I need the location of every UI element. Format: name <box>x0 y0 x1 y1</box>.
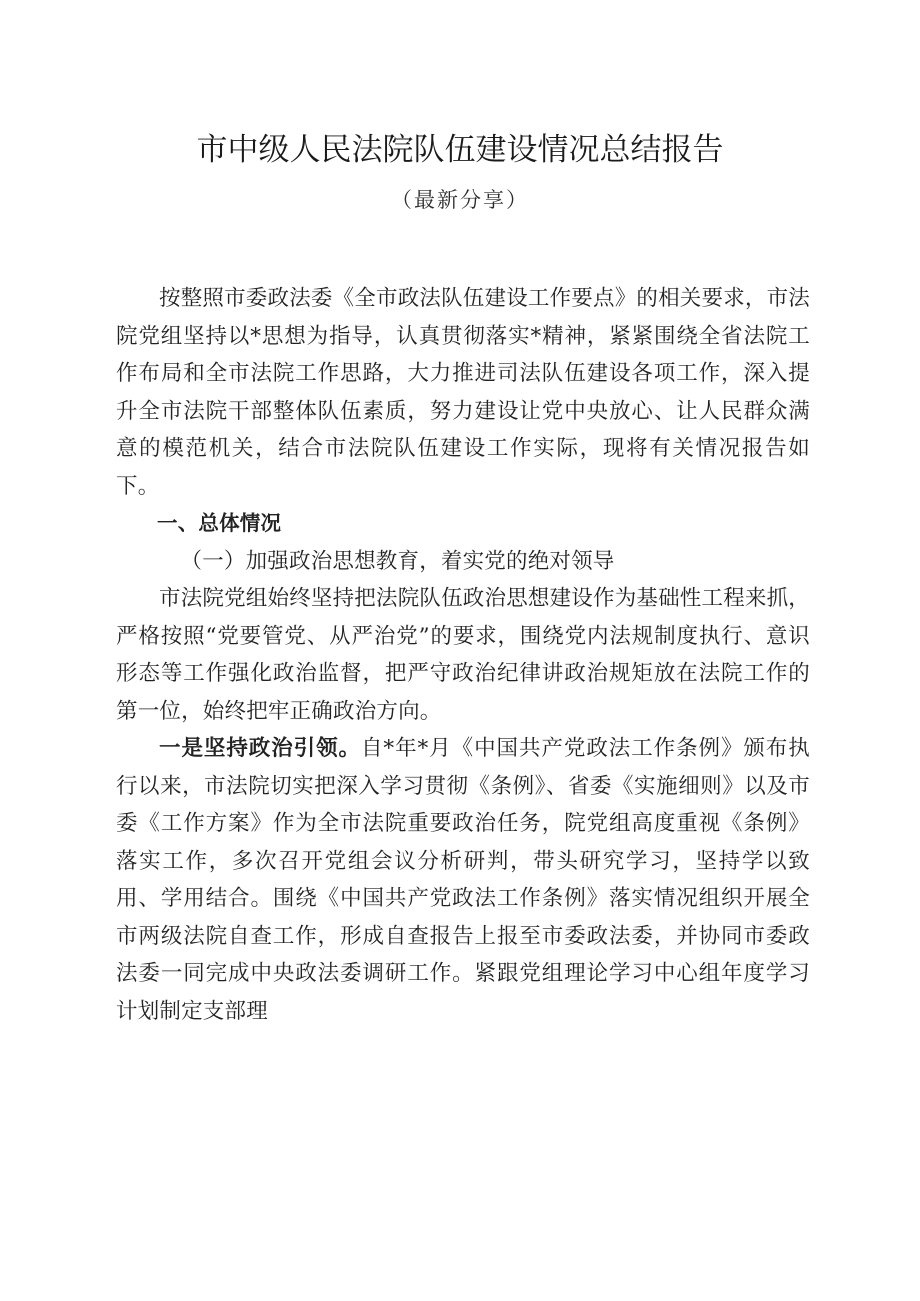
document-subtitle: （最新分享） <box>391 188 529 212</box>
paragraph-text: 自*年*月《中国共产党政法工作条例》颁布执行以来，市法院切实把深入学习贯彻《条例》、省委《实施细则》以及市委《工作方案》作为全市法院重要政治任务，院党组高度重视《条例》落实工作，多次召开党组会议分析研判，带头研究学习，坚持学以致用、学用结合。围绕《中国共产党政法工作条例》落实情况组织开展全市两级法院自查工作，形成自查报告上报至市委政法委，并协同市委政法委一同完成中央政法委调研工作。紧跟党组理论学习中心组年度学习计划制定支部理 <box>116 736 810 1024</box>
document-title: 市中级人民法院队伍建设情况总结报告 <box>196 132 724 168</box>
section-heading: 一、总体情况 <box>157 511 282 535</box>
intro-paragraph: 按整照市委政法委《全市政法队伍建设工作要点》的相关要求，市法院党组坚持以*思想为指导，认真贯彻落实*精神，紧紧围绕全省法院工作布局和全市法院工作思路，大力推进司法队伍建设各项工作，深入提升全市法院干部整体队伍素质，努力建设让党中央放心、让人民群众满意的模范机关，结合市法院队伍建设工作实际，现将有关情况报告如下。 <box>116 286 811 499</box>
document-body <box>116 280 810 1030</box>
body-paragraph-2 <box>116 730 810 1030</box>
subsection-heading: （一）加强政治思想教育，着实党的绝对领导 <box>180 548 615 574</box>
paragraph-lead: 一是坚持政治引领。 <box>159 736 361 761</box>
body-paragraph-1: 市法院党组始终坚持把法院队伍政治思想建设作为基础性工程来抓，严格按照“党要管党、从严治党”的要求，围绕党内法规制度执行、意识形态等工作强化政治监督，把严守政治纪律讲政治规矩放在法院工作的第一位，始终把牢正确政治方向。 <box>116 586 811 724</box>
